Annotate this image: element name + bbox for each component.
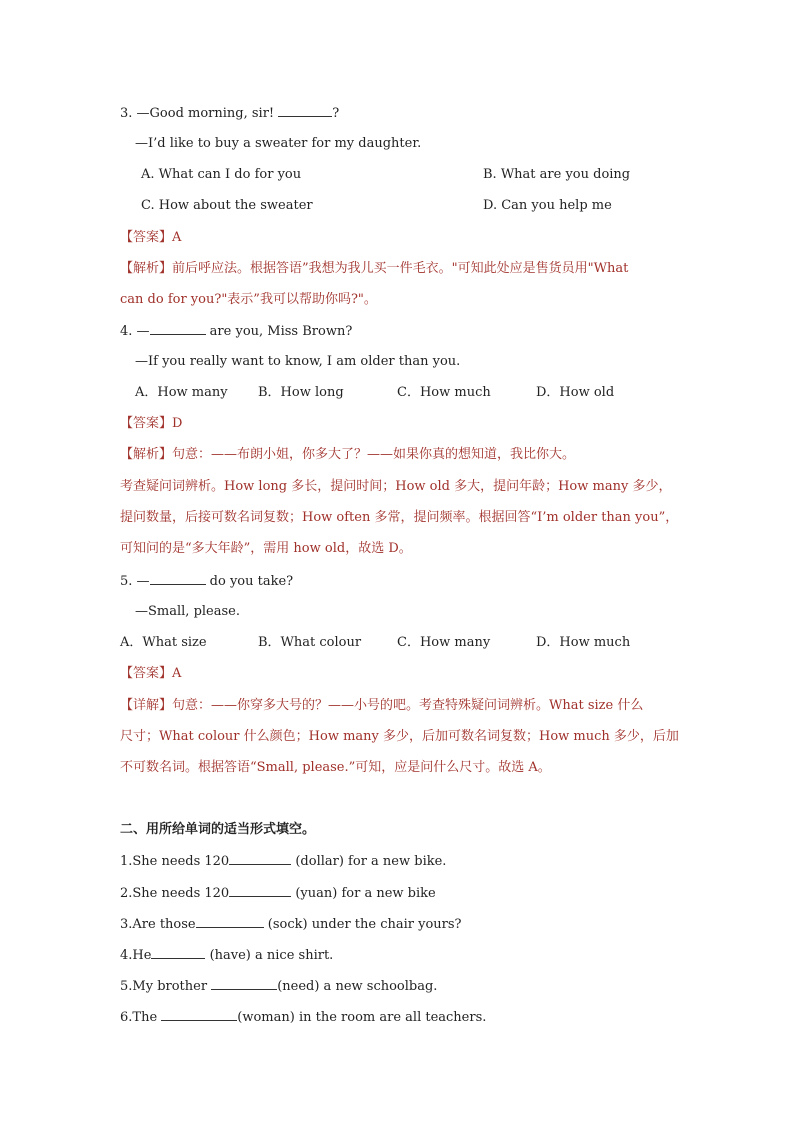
fill-blank (196, 915, 264, 928)
q4-option-d: D．How old (536, 385, 615, 400)
q3-stem-text: 3. —Good morning, sir! (120, 106, 279, 121)
fill-item-text: 4.He (120, 948, 152, 963)
fill-item-1 (120, 852, 446, 871)
fill-item-4 (120, 946, 333, 965)
q4-analysis-text-1: 句意：——布朗小姐，你多大了？——如果你真的想知道，我比你大。 (172, 447, 576, 462)
q4-option-c: C．How much (397, 385, 491, 400)
q4-analysis-line-4: 可知问的是“多大年龄”，需用 how old，故选 D。 (120, 541, 412, 556)
fill-item-text: 1.She needs 120 (120, 854, 230, 869)
q3-reply: —I’d like to buy a sweater for my daughter. (135, 136, 422, 151)
fill-item-text: 5.My brother (120, 979, 212, 994)
q3-analysis-line-1 (120, 260, 628, 278)
fill-item-6 (120, 1008, 486, 1027)
q5-option-d: D．How much (536, 635, 631, 650)
q5-reply: —Small, please. (135, 604, 240, 619)
fill-item-2 (120, 884, 436, 903)
q4-analysis-line-1 (120, 446, 575, 464)
q4-answer-value: D (172, 416, 183, 431)
q5-stem (120, 572, 293, 591)
q4-option-a: A．How many (135, 385, 228, 400)
q5-blank (150, 572, 206, 585)
fill-item-text: 2.She needs 120 (120, 886, 230, 901)
q3-option-a: A. What can I do for you (141, 167, 302, 182)
q3-stem-end: ? (332, 106, 340, 121)
fill-item-3 (120, 915, 462, 934)
fill-item-text: (need) a new schoolbag. (277, 979, 438, 994)
fill-item-text: (sock) under the chair yours? (263, 917, 462, 932)
q5-stem-start: 5. — (120, 574, 150, 589)
fill-blank (211, 977, 277, 990)
fill-blank (229, 884, 291, 897)
q5-answer-value: A (172, 666, 182, 681)
q3-stem (120, 104, 339, 123)
q5-answer (120, 665, 181, 683)
q4-stem-start: 4. — (120, 324, 150, 339)
q4-stem (120, 322, 352, 341)
fill-item-text: (have) a nice shirt. (205, 948, 334, 963)
q4-reply: —If you really want to know, I am older than you. (135, 354, 461, 369)
q3-option-b: B. What are you doing (483, 167, 631, 182)
fill-item-text: (yuan) for a new bike (291, 886, 436, 901)
q3-option-c: C. How about the sweater (141, 198, 313, 213)
q3-answer-value: A (172, 230, 182, 245)
q4-stem-end: are you, Miss Brown? (205, 324, 353, 339)
q3-answer (120, 229, 181, 247)
fill-item-text: 3.Are those (120, 917, 196, 932)
q5-option-c: C．How many (397, 635, 491, 650)
q4-blank (150, 322, 206, 335)
answer-tag: 【答案】 (120, 416, 173, 431)
fill-item-5 (120, 977, 437, 996)
fill-blank (161, 1008, 237, 1021)
q5-detail-text-1: 句意：——你穿多大号的？——小号的吧。考查特殊疑问词辨析。What size 什么 (172, 698, 644, 713)
q5-stem-end: do you take? (205, 574, 294, 589)
analysis-tag: 【解析】 (120, 447, 173, 462)
q4-analysis-line-2: 考查疑问词辨析。How long 多长，提问时间；How old 多大，提问年龄；How many 多少， (120, 479, 672, 494)
analysis-tag: 【解析】 (120, 261, 173, 276)
q3-blank (278, 104, 332, 117)
q3-analysis-text-1: 前后呼应法。根据答语”我想为我儿买一件毛衣。"可知此处应是售货员用"What (172, 261, 629, 276)
fill-blank (229, 852, 291, 865)
q5-detail-line-3: 不可数名词。根据答语“Small, please.”可知，应是问什么尺寸。故选 A。 (120, 760, 551, 775)
fill-item-text: (dollar) for a new bike. (291, 854, 447, 869)
q5-option-b: B．What colour (258, 635, 362, 650)
section-heading: 二、用所给单词的适当形式填空。 (120, 822, 316, 837)
q4-answer (120, 415, 182, 433)
answer-tag: 【答案】 (120, 666, 173, 681)
q5-option-a: A．What size (120, 635, 207, 650)
fill-item-text: 6.The (120, 1010, 162, 1025)
answer-tag: 【答案】 (120, 230, 173, 245)
detail-tag: 【详解】 (120, 698, 173, 713)
fill-blank (151, 946, 205, 959)
q5-detail-line-1 (120, 697, 643, 715)
q4-analysis-line-3: 提问数量，后接可数名词复数；How often 多常，提问频率。根据回答“I’m older than you”， (120, 510, 679, 525)
q3-analysis-line-2: can do for you?"表示”我可以帮助你吗?"。 (120, 292, 377, 307)
fill-item-text: (woman) in the room are all teachers. (237, 1010, 487, 1025)
q5-detail-line-2: 尺寸；What colour 什么颜色；How many 多少，后加可数名词复数；How much 多少，后加 (120, 729, 679, 744)
q3-option-d: D. Can you help me (483, 198, 612, 213)
q4-option-b: B．How long (258, 385, 344, 400)
